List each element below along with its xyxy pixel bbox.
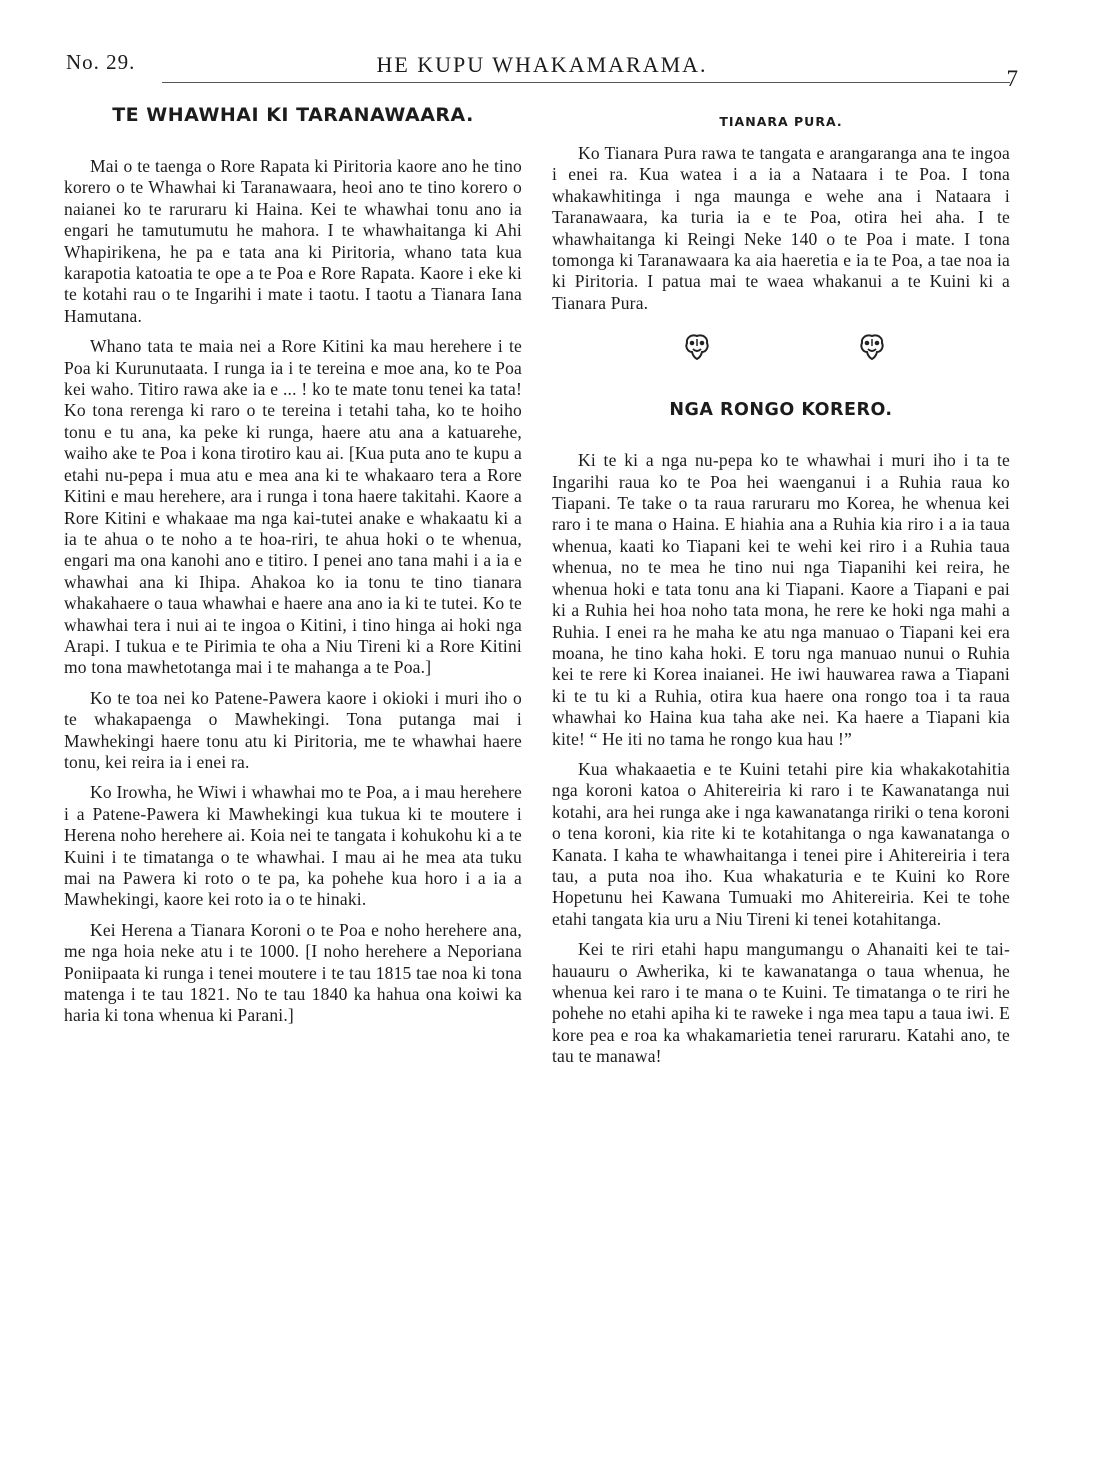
- page-header: [66, 50, 1018, 90]
- issue-number: No. 29.: [66, 50, 136, 74]
- article-paragraph: Kei te riri etahi hapu mangumangu o Ahanaiti kei te tai-hauauru o Awherika, ki te kawanatanga o taua whenua, he whenua kei raro i te mana o te Kuini. Te timatanga o te riri he pohehe no etahi apiha ki te raweke i nga mea tapu a taua iwi. E kore pea e roa ka whakamarietia tenei raruraru. Katahi ano, te tau te manawa!: [552, 939, 1010, 1067]
- article-paragraph: Mai o te taenga o Rore Rapata ki Piritoria kaore ano he tino korero o te Whawhai ki Taranawaara, heoi ano te tino korero o naianei ko te raruraru ki Haina. Kei te whawhai tonu ano ia engari he tamutumutu he mahora. I te whawhaitanga ki Ahi Whapirikena, he pa e tata ana ki Piritoria, whano tata kua karapotia katoatia te ope a te Poa e Rore Rapata. Kaore i eke ki te kotahi rau o te Ingarihi i mate i taotu. I taotu a Tianara Iana Hamutana.: [64, 156, 522, 326]
- article-title: TE WHAWHAI KI TARANAWAARA.: [112, 104, 474, 126]
- section-title-nga-rongo-korero: NGA RONGO KORERO.: [669, 400, 893, 421]
- page-number: 7: [1006, 66, 1018, 91]
- article-paragraph: Kei Herena a Tianara Koroni o te Poa e noho herehere ana, me nga hoia neke atu i te 1000. [I noho herehere a Neporiana Poniipaata ki runga i tenei moutere i te tau 1815 tae noa ki tona matenga i te tau 1821. No te tau 1840 ka hahua ona koiwi ka haria ki tona whenua ki Parani.]: [64, 919, 522, 1026]
- article-paragraph: Whano tata te maia nei a Rore Kitini ka mau herehere i te Poa ki Kurunutaata. I runga ia i te tereina e moe ana, ko te Poa kei waho. Titiro rawa ake ia e ... ! ko te mate tonu tenei ka tata! Ko tona rerenga ki raro o te tereina i tetahi taha, ko te hoiho tonu e tu ana, ka peke ki runga, haere atu ana a katuarehe, waiho ake te Poa i kona tirotiro kau ai. [Kua puta ano te kupu a etahi nu-pepa i mua atu e mea ana ki te whakaaro tera a Rore Kitini e mau herehere, ara i runga i tona haere takitahi. Kaore a Rore Kitini e whakaae ma nga kai-tutei anake e whakaatu ki a ia te ahua o te noho a te hoa-riri, te ahua hoki o te whenua, engari ma ona kanohi ano e titiro. I penei ano tana mahi i a ia e whawhai ana ki Ihipa. Ahakoa ko ia tonu te tino tianara whakahaere o taua whawhai e haere ana ano ia ki te tutei. Ko te whawhai tera i nui ai te ingoa o Kitini, i tino hinga ai hoki nga Arapi. I tukua e te Pirimia te oha a Niu Tireni ki a Rore Kitini mo tona mawhetotanga mai i te mahanga a te Poa.]: [64, 336, 522, 678]
- section-title-tianara-pura: TIANARA PURA.: [719, 114, 843, 129]
- article-paragraph: Ki te ki a nga nu-pepa ko te whawhai i muri iho i ta te Ingarihi raua ko te Poa hei waenganui i a Ruhia raua ko Tiapani. Te take o ta raua raruraru mo Korea, he whenua kei raro i te mana o Haina. E hiahia ana a Ruhia kia riro i a ia taua whenua, kaati ko Tiapani kei te wehi kei riro i a Ruhia taua whenua, no te mea he tino nui nga Tiapanihi kei reira, he whenua hoki e tata tonu ana ki Tiapani. Kaore a Tiapani e pai ki a Ruhia hei hoa noho tata mona, he rere ke hoki nga mahi a Ruhia. I enei ra he maha ke atu nga manuao o Tiapani kei era moana, he tino kaha hoki. E toru nga manuao nunui o Ruhia kei te rere ki Korea inaianei. He iwi hauwarea rawa a Tiapani ki te tu ki a Ruhia, otira kua haere ona rongo toa i ta raua whawhai ko Haina kua taha ake nei. Ka haere a Tiapani kia kite! “ He iti no tama he rongo kua hau !”: [552, 450, 1010, 749]
- article-paragraph: Ko Irowha, he Wiwi i whawhai mo te Poa, a i mau herehere i a Patene-Pawera ki Mawhekingi kua tukua ki te moutere i Herena noho herehere ai. Koia nei te tangata i kohukohu ki a te Kuini i te timatanga o te whawhai. I mau ai he mea ata tuku mai na Pawera ki roto o te pa, ka pohehe kua horo i a ia a Mawhekingi, kaore kei roto ia o te hinaki.: [64, 782, 522, 910]
- right-column: [552, 104, 1010, 1077]
- article-paragraph: Ko te toa nei ko Patene-Pawera kaore i okioki i muri iho o te whakapaenga o Mawhekingi. Tona putanga mai i Mawhekingi haere tonu atu ki Piritoria, me te whawhai haere tonu, kei reira ia i enei ra.: [64, 687, 522, 772]
- ornament-right-icon: [857, 332, 887, 362]
- article-paragraph: Ko Tianara Pura rawa te tangata e arangaranga ana te ingoa i enei ra. Kua watea i a ia a Nataara i te Poa. I tona whakawhitinga i nga maunga e wehe ana i Nataara i Taranawaara, ka turia ia e te Poa, otira hei aha. I te whawhaitanga ki Reingi Neke 140 o te Poa i mate. I tona tomonga ki Taranawaara ka aia haeretia e ia te Poa, a tae noa ia ki Piritoria. I patua mai te waea whakanui a te Kuini ki a Tianara Pura.: [552, 143, 1010, 313]
- article-paragraph: Kua whakaaetia e te Kuini tetahi pire kia whakakotahitia nga koroni katoa o Ahitereiria ki raro i te Kawanatanga nui kotahi, ara hei runga ake i nga kawanatanga ririki o tena koroni o tena koroni, kia rite ki te kotahitanga o nga kawanatanga o Kanata. I kaha te whawhaitanga i tenei pire i Ahitereiria i tera tau, a puta noa iho. Kua whakaturia e te Kuini ko Rore Hopetunu hei Kawana Tumuaki mo Ahitereiria. Kei te tohe etahi tangata kia uru a Niu Tireni ki tenei kotahitanga.: [552, 758, 1010, 929]
- header-rule: [162, 82, 1010, 83]
- ornament-divider: [552, 332, 1010, 390]
- ornament-left-icon: [682, 332, 712, 362]
- left-column: [64, 104, 522, 1036]
- publication-title: HE KUPU WHAKAMARAMA.: [376, 52, 708, 77]
